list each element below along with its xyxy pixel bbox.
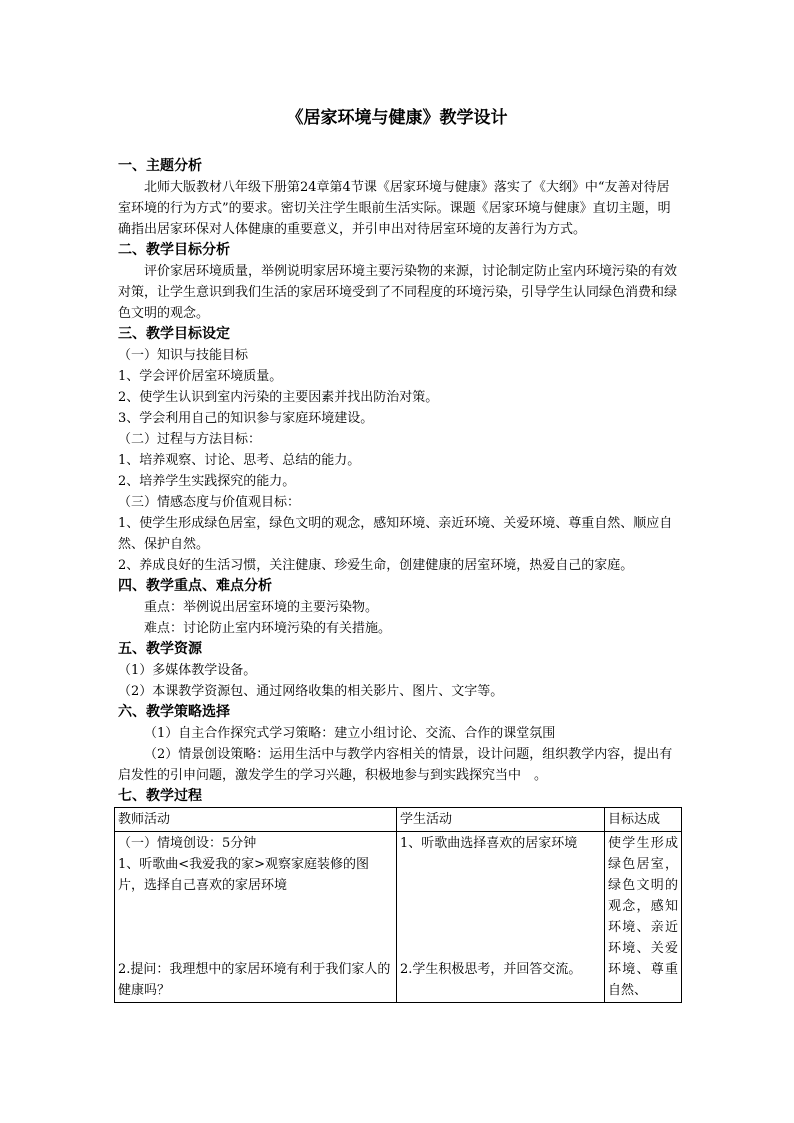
list-item: 2、养成良好的生活习惯，关注健康、珍爱生命，创建健康的居室环境，热爱自己的家庭。 [118, 558, 634, 573]
list-item: 2、使学生认识到室内污染的主要因素并找出防治对策。 [118, 390, 439, 405]
difficult-point: 难点：讨论防止室内环境污染的有关措施。 [144, 621, 392, 636]
section-paragraph-2: 评价家居环境质量，举例说明家居环境主要污染物的来源，讨论制定防止室内环境污染的有效对策，让学生意识到我们生活的家居环境受到了不同程度的环境污染，引导学生认同绿色消费和绿色文明的观念。 [118, 264, 678, 321]
subheading-knowledge: （一）知识与技能目标 [118, 348, 249, 363]
subheading-process: （二）过程与方法目标： [118, 432, 262, 447]
teacher-activity-text: 1、听歌曲<我爱我的家>观察家庭装修的图片，选择自己喜欢的家居环境 [118, 857, 370, 893]
section-heading-5: 五、教学资源 [118, 641, 202, 657]
strategy-item: （1）自主合作探究式学习策略：建立小组讨论、交流、合作的课堂氛围 [144, 726, 556, 741]
section-heading-3: 三、教学目标设定 [118, 326, 230, 342]
document-body [118, 156, 680, 1003]
list-item: （2）本课教学资源包、通过网络收集的相关影片、图片、文字等。 [118, 684, 504, 699]
table-header: 教师活动 [115, 808, 397, 832]
list-item: 1、学会评价居室环境质量。 [118, 369, 283, 384]
process-table [114, 807, 682, 1003]
list-item: （1）多媒体教学设备。 [118, 663, 257, 678]
list-item: 1、培养观察、讨论、思考、总结的能力。 [118, 453, 361, 468]
student-activity-text: 2.学生积极思考，并回答交流。 [400, 962, 582, 977]
goal-cell: 使学生形成绿色居室，绿色文明的观念，感知环境、亲近环境、关爱环境、尊重自然、 [605, 832, 682, 1003]
document-title: 《居家环境与健康》教学设计 [286, 108, 508, 128]
section-heading-2: 二、教学目标分析 [118, 242, 230, 258]
section-heading-6: 六、教学策略选择 [118, 704, 230, 720]
table-header: 目标达成 [605, 808, 682, 832]
list-item: 2、培养学生实践探究的能力。 [118, 474, 296, 489]
strategy-item: （2）情景创设策略：运用生活中与教学内容相关的情景，设计问题，组织教学内容，提出有启发性的引申问题，激发学生的学习兴趣，积极地参与到实践探究当中 。 [118, 747, 673, 783]
section-heading-7: 七、教学过程 [118, 788, 202, 804]
list-item: 3、学会利用自己的知识参与家庭环境建设。 [118, 411, 374, 426]
table-header-row [115, 808, 682, 832]
teacher-activity-cell [115, 832, 397, 1003]
section-heading-4: 四、教学重点、难点分析 [118, 578, 272, 594]
table-header: 学生活动 [397, 808, 605, 832]
student-activity-text: 1、听歌曲选择喜欢的居家环境 [400, 836, 578, 851]
spacer [400, 854, 601, 959]
student-activity-cell [397, 832, 605, 1003]
table-row [115, 832, 682, 1003]
section-heading-1: 一、主题分析 [118, 158, 202, 174]
teacher-activity-text: 2.提问：我理想中的家居环境有利于我们家人的健康吗？ [118, 962, 391, 998]
list-item: 1、使学生形成绿色居室，绿色文明的观念，感知环境、亲近环境、关爱环境、尊重自然、顺应自然、保护自然。 [118, 516, 673, 552]
subheading-emotion: （三）情感态度与价值观目标： [118, 495, 301, 510]
teacher-activity-text: （一）情境创设：5分钟 [118, 836, 257, 851]
key-point: 重点：举例说出居室环境的主要污染物。 [144, 600, 379, 615]
spacer [118, 896, 393, 959]
section-paragraph-1: 北师大版教材八年级下册第24章第4节课《居家环境与健康》落实了《大纲》中“友善对待居室环境的行为方式”的要求。密切关注学生眼前生活实际。课题《居家环境与健康》直切主题，明确指出居家环保对人体健康的重要意义，并引申出对待居室环境的友善行为方式。 [118, 180, 671, 237]
